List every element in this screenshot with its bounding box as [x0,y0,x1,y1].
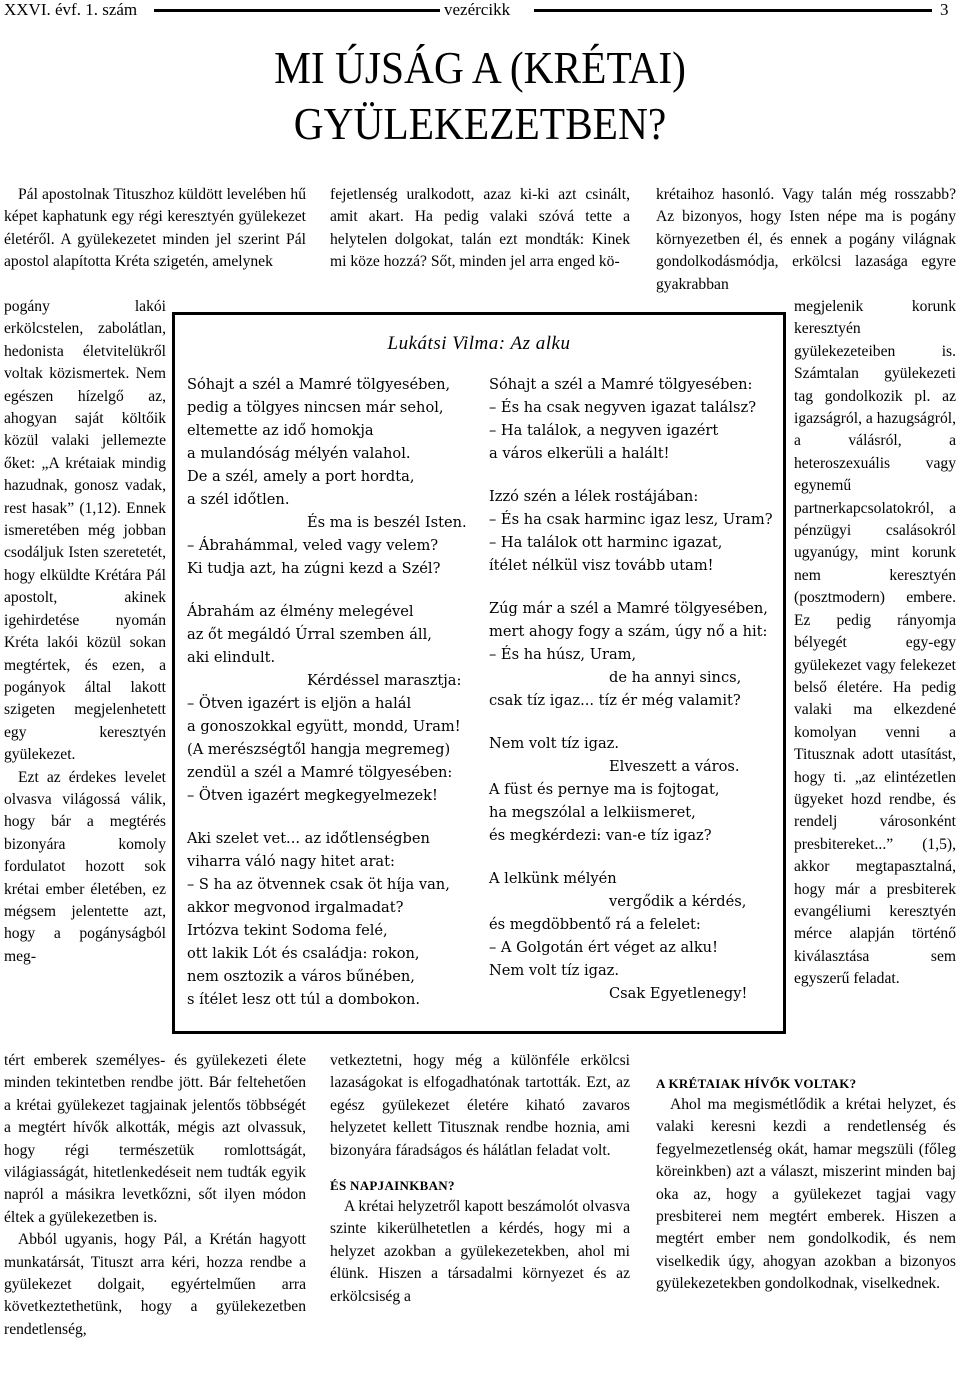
poem-line: A lelkünk mélyén [489,870,617,887]
column-1-bottom [4,1050,306,1341]
poem-line: – Ábrahámmal, veled vagy velem? [187,537,439,554]
poem-line: – Ötven igazért megkegyelmezek! [187,787,438,804]
poem-line: Elveszett a város. [609,758,740,775]
stanza-break [489,712,773,732]
poem-line: és megkérdezi: van-e tíz igaz? [489,827,712,844]
poem-line: Irtózva tekint Sodoma felé, [187,922,388,939]
poem-author: Lukátsi Vilma: [387,333,506,354]
paragraph: krétaihoz hasonló. Vagy talán még rosszabb? Az bizonyos, hogy Isten népe ma is pogány környezetben él, és ennek a pogány világnak gondolkodásmódja, erkölcsi lazasága egyre gyakrabban [656,186,956,293]
poem-line: a gonoszokkal együtt, mondd, Uram! [187,718,461,735]
poem-line: De a szél, amely a port hordta, [187,468,415,485]
poem-line: Sóhajt a szél a Mamré tölgyesében: [489,376,753,393]
poem-line: mert ahogy fogy a szám, úgy nő a hit: [489,623,768,640]
poem-line: aki elindult. [187,649,276,666]
poem-line: És ma is beszél Isten. [307,514,467,531]
poem-title [175,333,783,355]
poem-line: – Ötven igazért is eljön a halál [187,695,412,712]
poem-line: – S ha az ötvennek csak öt híja van, [187,876,450,893]
stanza-break [489,577,773,597]
header-rule-right [534,9,932,12]
stanza-break [187,807,467,827]
poem-line: (A merészségtől hangja megremeg) [187,741,451,758]
title-line-2: GYÜLEKEZETBEN? [293,98,667,149]
issue-label: XXVI. évf. 1. szám [0,0,141,20]
column-3-top [656,184,956,296]
poem-line: a szél időtlen. [187,491,290,508]
poem-line: a város elkerüli a halált! [489,445,670,462]
poem-line: Aki szelet vet... az időtlenségben [187,830,430,847]
column-2-bottom [330,1050,630,1308]
poem-box [172,312,786,1034]
poem-line: a mulandóság mélyén valahol. [187,445,411,462]
poem-line: és megdöbbentő rá a felelet: [489,916,701,933]
page-title [210,40,750,152]
poem-line: viharra váló nagy hitet arat: [187,853,395,870]
poem-line: Ki tudja azt, ha zúgni kezd a Szél? [187,560,441,577]
paragraph: vetkeztetni, hogy még a különféle erkölcsi lazaságokat is elfogadhatónak tartották. Ezt, az egész gyülekezet életére kiható zavaros helyzetet kellett Titusznak rendbe hoznia, ami bizonyára fáradságos és hálátlan feladat volt. [330,1052,630,1159]
poem-name: Az alku [510,333,571,354]
poem-line: s ítélet lesz ott túl a dombokon. [187,991,421,1008]
paragraph: Pál apostolnak Tituszhoz küldött levelében hű képet kaphatunk egy régi keresztyén gyülekezet életéről. A gyülekezetet minden jel szerint Pál apostol alapította Kréta szigetén, amelynek [4,186,306,271]
poem-line: csak tíz igaz... tíz ér még valamit? [489,692,741,709]
section-heading: ÉS NAPJAINKBAN? [330,1178,455,1194]
poem-line: Ábrahám az élmény melegével [187,603,414,620]
column-2-top [330,184,630,274]
poem-line: Sóhajt a szél a Mamré tölgyesében, [187,376,451,393]
paragraph: megjelenik korunk keresztyén gyülekezeteiben is. Számtalan gyülekezeti tag gondolkozik pl. az igazságról, a hazugságról, a válásról, a heteroszexuális vagy egynemű partnerkapcsolatokról, a pénzügyi csalásokról ugyanúgy, mint korunk nem keresztyén (posztmodern) embere. Ez pedig rányomja bélyegét egy-egy gyülekezet vagy felekezet belső életére. Ha pedig valaki ma elkezdené komolyan venni a Titusznak adott utasítást, hogy ti. „az elintézetlen ügyeket hozd rendbe, és rendelj városonként presbitereket...” (1,5), akkor megtapasztalná, hogy már a presbiterek evangéliumi keresztyén mérce alapján történő kiválasztása sem egyszerű feladat. [794,298,956,988]
poem-right-column [489,373,773,1005]
paragraph: A krétai helyzetről kapott beszámolót olvasva szinte kikerülhetetlen a kérdés, hogy mi a helyzet azokban a gyülekezetekben, ahol mi élünk. Hiszen a társadalmi környezet és az erkölcsiség a [330,1198,630,1305]
section-label: vezércikk [440,0,514,20]
stanza-break [489,465,773,485]
running-header [4,0,956,22]
poem-line: de ha annyi sincs, [609,669,742,686]
column-1-top [4,184,306,274]
poem-line: ítélet nélkül visz tovább utam! [489,557,714,574]
paragraph: Ahol ma megismétlődik a krétai helyzet, és valaki keresni kezdi a rendetlenség és fegyelmezetlenség okát, hamar megszüli (főleg köreinkben) azt a választ, miszerint minden baj oka az, hogy a gyülekezet tagjai vagy presbiterei nem megtért emberek. Hiszen a megtért ember nem gondolkodik, és nem viselkedik úgy, ahogyan azokban a bizonyos gyülekezetekben gondolkodnak, viselkednek. [656,1096,956,1293]
poem-line: ha megszólal a lelkiismeret, [489,804,696,821]
title-line-1: MI ÚJSÁG A (KRÉTAI) [274,42,686,93]
poem-line: ott lakik Lót és családja: rokon, [187,945,420,962]
poem-line: Nem volt tíz igaz. [489,735,619,752]
paragraph: fejetlenség uralkodott, azaz ki-ki azt csinált, amit akart. Ha pedig valaki szóvá tette a helytelen dolgokat, talán ezt mondták: Kinek mi köze hozzá? Sőt, minden jel arra enged kö- [330,186,630,271]
poem-line: A füst és pernye ma is fojtogat, [489,781,720,798]
column-3-bottom [656,1074,956,1296]
section-heading: A KRÉTAIAK HÍVŐK VOLTAK? [656,1076,857,1091]
stanza-break [187,580,467,600]
poem-line: – És ha csak harminc igaz lesz, Uram? [489,511,773,528]
poem-line: zendül a szél a Mamré tölgyesében: [187,764,453,781]
poem-line: akkor megvonod irgalmadat? [187,899,404,916]
poem-line: nem osztozik a város bűnében, [187,968,415,985]
poem-line: Kérdéssel marasztja: [307,672,462,689]
poem-line: az őt megáldó Úrral szemben áll, [187,626,432,643]
poem-left-column [187,373,467,1011]
poem-line: vergődik a kérdés, [609,893,747,910]
poem-line: – Ha találok, a negyven igazért [489,422,719,439]
poem-line: Nem volt tíz igaz. [489,962,619,979]
poem-line: Zúg már a szél a Mamré tölgyesében, [489,600,768,617]
poem-line: Csak Egyetlenegy! [609,985,748,1002]
paragraph: tért emberek személyes- és gyülekezeti élete minden tekintetben rendbe jött. Bár feltehetően a krétai gyülekezet tagjainak jelentős többségét a megtért hívők alkották, mégis azt olvassuk, hogy régi természetük romlottságát, világiasságát, hitetlenkedéseit nem tudták egyik napról a másikra levetkőzni, sőt ilyen módon éltek a gyülekezetben is. [4,1052,306,1226]
paragraph: Abból ugyanis, hogy Pál, a Krétán hagyott munkatársát, Tituszt arra kéri, hozza rendbe a gyülekezet dolgait, egyértelműen arra következtethetünk, hogy a gyülekezetben rendetlenség, [4,1231,306,1338]
poem-line: – Ha találok ott harminc igazat, [489,534,723,551]
column-3-narrow [794,296,956,991]
column-1-narrow [4,296,166,968]
poem-line: – És ha csak negyven igazat találsz? [489,399,757,416]
poem-line: Izzó szén a lélek rostájában: [489,488,699,505]
header-rule-left [154,9,444,12]
stanza-break [489,847,773,867]
poem-line: – És ha húsz, Uram, [489,646,637,663]
page-number: 3 [936,0,953,20]
paragraph: pogány lakói erkölcstelen, zabolátlan, hedonista életvitelükről voltak közismertek. Nem egészen hízelgő az, ahogyan saját költőik közül valaki jellemezte őket: „A krétaiak mindig hazudnak, gonosz vadak, rest hasak” (1,12). Ennek ismeretében még jobban csodáljuk Isten szeretetét, hogy elküldte Krétára Pál apostolt, akinek igehirdetése nyomán Kréta lakói közül sokan megtértek, és ezen, a pogányok által lakott szigeten megjelenhetett egy keresztyén gyülekezet. [4,298,166,764]
poem-line: pedig a tölgyes nincsen már sehol, [187,399,444,416]
poem-line: – A Golgotán ért véget az alku! [489,939,718,956]
paragraph: Ezt az érdekes levelet olvasva világossá válik, hogy bár a megtérés bizonyára komoly fordulatot hozott sok krétai ember életében, ez mégsem jelentette azt, hogy a pogányságból meg- [4,768,166,965]
poem-line: eltemette az idő homokja [187,422,374,439]
